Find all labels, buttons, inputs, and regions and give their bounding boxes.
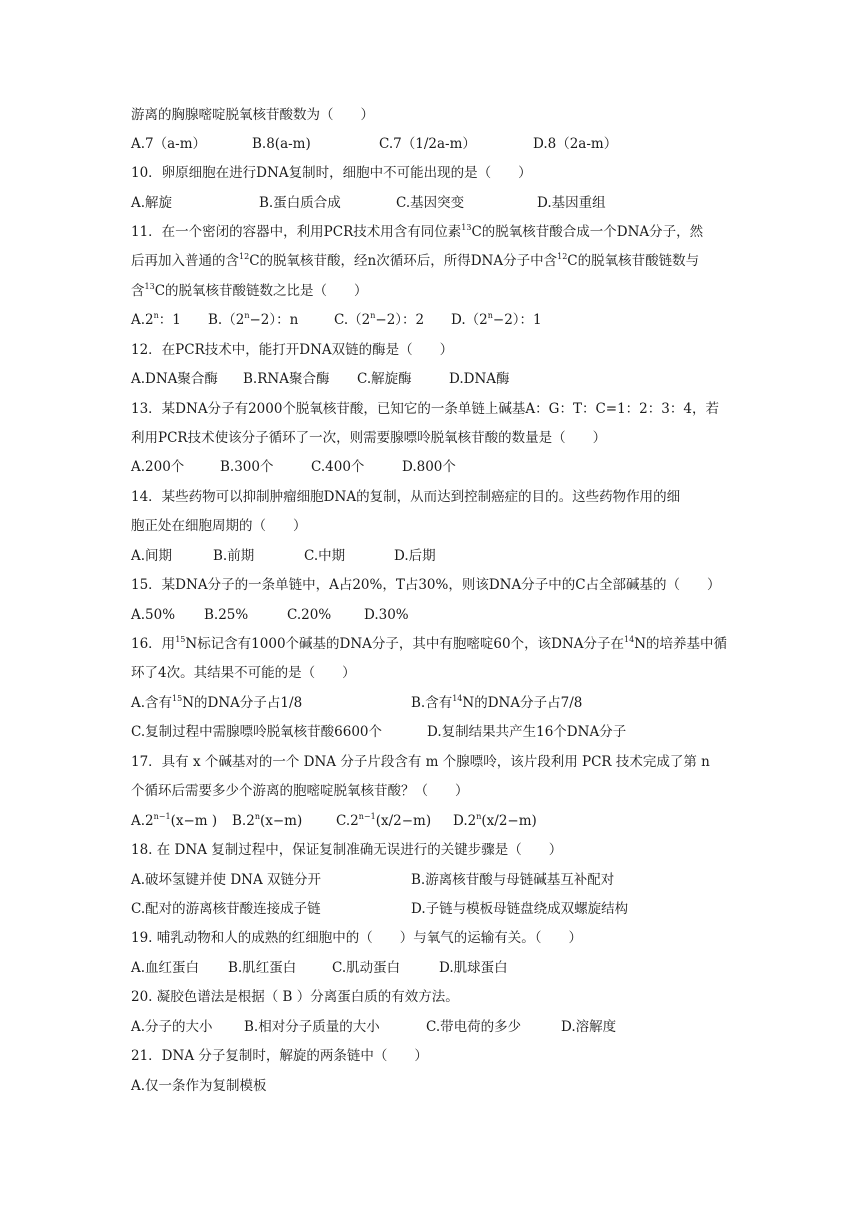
q12-stem <box>131 340 453 360</box>
q10-option-a: A.解旋 <box>131 195 173 211</box>
q11-stem-line1 <box>131 222 703 242</box>
q19-option-b: B.肌红蛋白 <box>228 960 297 976</box>
q11-l1b: C的脱氧核苷酸合成一个DNA分子，然 <box>471 224 704 240</box>
q12-option-d: D.DNA酶 <box>449 371 510 387</box>
q11-option-c-sup: n <box>370 311 376 320</box>
q20-option-a: A.分子的大小 <box>131 1019 213 1035</box>
q20-option-b: B.相对分子质量的大小 <box>244 1019 380 1035</box>
q11-l3-superscript: 13 <box>144 282 155 291</box>
q16-option-a-post: N的DNA分子占1/8 <box>182 695 303 711</box>
q18-stem <box>131 840 562 860</box>
q10-stem <box>131 163 532 183</box>
q11-stem-line2 <box>131 251 699 271</box>
q11-l2a: 后再加入普通的含 <box>131 253 239 269</box>
q17-option-b <box>232 811 302 831</box>
q15-stem-text: 15．某DNA分子的一条单链中，A占20%，T占30%，则该DNA分子中的C占全部碱基的（ ） <box>131 577 721 593</box>
q11-stem-line3 <box>131 281 368 301</box>
q11-option-b-pre: B.（2 <box>208 312 245 328</box>
q10-option-b: B.蛋白质合成 <box>259 195 341 211</box>
q17-option-d <box>453 811 537 831</box>
q9-option-c: C.7（1/2a-m） <box>379 136 476 152</box>
q16-l1a: 16．用 <box>131 636 176 652</box>
q18-option-c: C.配对的游离核苷酸连接成子链 <box>131 901 321 917</box>
q16-option-b-sup: 14 <box>452 694 463 703</box>
q17-option-d-post: (x/2−m) <box>481 813 537 829</box>
q12-stem-text: 12．在PCR技术中，能打开DNA双链的酶是（ ） <box>131 342 454 358</box>
q11-option-d-post: −2）：1 <box>492 312 542 328</box>
q17-option-c <box>336 811 431 831</box>
q9-option-d: D.8（2a-m） <box>533 136 618 152</box>
q16-l1c: N的培养基中循 <box>634 636 727 652</box>
q16-option-a-sup: 15 <box>172 694 183 703</box>
q12-option-c: C.解旋酶 <box>357 371 412 387</box>
q11-option-b-post: −2）：n <box>249 312 299 328</box>
q13-option-a: A.200个 <box>131 459 185 475</box>
q16-option-b-pre: B.含有 <box>411 695 453 711</box>
q17-option-a-post: (x−m ) <box>170 813 218 829</box>
q12-option-a: A.DNA聚合酶 <box>131 371 218 387</box>
q16-option-b-post: N的DNA分子占7/8 <box>462 695 583 711</box>
q17-option-d-sup: n <box>476 812 482 821</box>
q19-option-d: D.肌球蛋白 <box>439 960 508 976</box>
q17-option-b-post: (x−m) <box>259 813 303 829</box>
q12-option-b: B.RNA聚合酶 <box>243 371 330 387</box>
q9-option-a: A.7（a-m） <box>131 136 207 152</box>
q11-option-c-pre: C.（2 <box>334 312 371 328</box>
q17-option-a-pre: A.2 <box>131 813 154 829</box>
q18-option-d: D.子链与模板母链盘绕成双螺旋结构 <box>411 901 629 917</box>
q13-option-d: D.800个 <box>402 459 456 475</box>
q21-option-a: A.仅一条作为复制模板 <box>131 1078 267 1094</box>
q14-option-a: A.间期 <box>131 548 173 564</box>
q11-option-a-pre: A.2 <box>131 312 154 328</box>
q14-stem-line1 <box>131 487 680 507</box>
q13-option-b: B.300个 <box>220 459 274 475</box>
q11-option-a-post: ：1 <box>158 312 181 328</box>
q11-l3b: C的脱氧核苷酸链数之比是（ ） <box>154 283 368 299</box>
q14-l1: 14．某些药物可以抑制肿瘤细胞DNA的复制，从而达到控制癌症的目的。这些药物作用的细 <box>131 489 681 505</box>
q20-option-c: C.带电荷的多少 <box>426 1019 522 1035</box>
q17-option-c-sup: n−1 <box>358 812 376 821</box>
q10-stem-text: 10．卵原细胞在进行DNA复制时，细胞中不可能出现的是（ ） <box>131 165 532 181</box>
q14-stem-line2 <box>131 516 307 536</box>
q20-stem <box>131 987 459 1007</box>
q17-l2: 个循环后需要多少个游离的胞嘧啶脱氧核苷酸？（ ） <box>131 783 469 799</box>
q17-option-a <box>131 811 217 831</box>
q17-option-c-post: (x/2−m) <box>375 813 432 829</box>
q19-option-a: A.血红蛋白 <box>131 960 200 976</box>
q15-stem <box>131 575 721 595</box>
q20-stem-text: 20. 凝胶色谱法是根据（ B ）分离蛋白质的有效方法。 <box>131 989 459 1005</box>
q11-l1a: 11．在一个密闭的容器中，利用PCR技术用含有同位素 <box>131 224 462 240</box>
q17-option-a-sup: n−1 <box>153 812 171 821</box>
q11-l3a: 含 <box>131 283 145 299</box>
q10-option-c: C.基因突变 <box>396 195 465 211</box>
q11-option-b <box>208 310 298 330</box>
q16-option-b <box>411 693 582 713</box>
q17-option-b-sup: n <box>254 812 260 821</box>
q20-option-d: D.溶解度 <box>561 1019 617 1035</box>
q15-option-b: B.25% <box>204 607 249 623</box>
q10-option-d: D.基因重组 <box>537 195 606 211</box>
q17-option-b-pre: B.2 <box>232 813 255 829</box>
q11-l1-superscript: 13 <box>461 223 472 232</box>
q11-l2-superscript: 12 <box>239 252 250 261</box>
q16-l1-superscript: 15 <box>175 635 186 644</box>
q19-stem-text: 19. 哺乳动物和人的成熟的红细胞中的（ ）与氧气的运输有关。（ ） <box>131 930 583 946</box>
q11-option-b-sup: n <box>244 311 250 320</box>
q13-stem-line2 <box>131 428 606 448</box>
q19-option-c: C.肌动蛋白 <box>332 960 401 976</box>
q13-option-c: C.400个 <box>311 459 365 475</box>
q11-option-c <box>334 310 424 330</box>
q11-l2c: C的脱氧核苷酸链数与 <box>567 253 700 269</box>
q11-option-d-pre: D.（2 <box>451 312 488 328</box>
q18-stem-text: 18. 在 DNA 复制过程中，保证复制准确无误进行的关键步骤是（ ） <box>131 842 563 858</box>
q17-stem-line2 <box>131 781 469 801</box>
q11-option-a <box>131 310 181 330</box>
q14-option-d: D.后期 <box>394 548 436 564</box>
q18-option-b: B.游离核苷酸与母链碱基互补配对 <box>411 872 615 888</box>
q17-stem-line1 <box>131 752 710 772</box>
q18-option-a: A.破坏氢键并使 DNA 双链分开 <box>131 872 322 888</box>
q14-option-c: C.中期 <box>304 548 346 564</box>
q15-option-d: D.30% <box>364 607 409 623</box>
q11-option-d-sup: n <box>487 311 493 320</box>
q11-option-c-post: −2）：2 <box>375 312 425 328</box>
q9-stem-cont <box>131 105 374 125</box>
q16-option-c: C.复制过程中需腺嘌呤脱氧核苷酸6600个 <box>131 724 382 740</box>
q21-stem <box>131 1046 428 1066</box>
q13-l1: 13．某DNA分子有2000个脱氧核苷酸，已知它的一条单链上碱基A：G：T：C=1：2：3：4，若 <box>131 401 719 417</box>
q9-option-b: B.8(a-m) <box>252 136 311 152</box>
q16-option-d: D.复制结果共产生16个DNA分子 <box>427 724 627 740</box>
q14-l2: 胞正处在细胞周期的（ ） <box>131 518 307 534</box>
q17-l1: 17．具有 x 个碱基对的一个 DNA 分子片段含有 m 个腺嘌呤，该片段利用 PCR 技术完成了第 n <box>131 754 710 770</box>
q11-l2-superscript-2: 12 <box>557 252 568 261</box>
q11-option-d <box>451 310 542 330</box>
q16-option-a-pre: A.含有 <box>131 695 173 711</box>
q15-option-c: C.20% <box>287 607 332 623</box>
q16-l2: 环了4次。其结果不可能的是（ ） <box>131 665 356 681</box>
q16-option-a <box>131 693 302 713</box>
q15-option-a: A.50% <box>131 607 176 623</box>
q21-stem-text: 21．DNA 分子复制时，解旋的两条链中（ ） <box>131 1048 428 1064</box>
q16-stem-line2 <box>131 663 356 683</box>
q16-l1b: N标记含有1000个碱基的DNA分子，其中有胞嘧啶60个，该DNA分子在 <box>185 636 624 652</box>
q13-l2: 利用PCR技术使该分子循环了一次，则需要腺嘌呤脱氧核苷酸的数量是（ ） <box>131 430 607 446</box>
q16-l1-superscript-2: 14 <box>624 635 635 644</box>
q11-l2b: C的脱氧核苷酸，经n次循环后，所得DNA分子中含 <box>249 253 558 269</box>
q9-stem-text: 游离的胸腺嘧啶脱氧核苷酸数为（ ） <box>131 107 374 123</box>
q17-option-c-pre: C.2 <box>336 813 359 829</box>
q11-option-a-sup: n <box>153 311 159 320</box>
q13-stem-line1 <box>131 399 719 419</box>
q14-option-b: B.前期 <box>213 548 255 564</box>
q19-stem <box>131 928 582 948</box>
q17-option-d-pre: D.2 <box>453 813 477 829</box>
q16-stem-line1 <box>131 634 727 654</box>
